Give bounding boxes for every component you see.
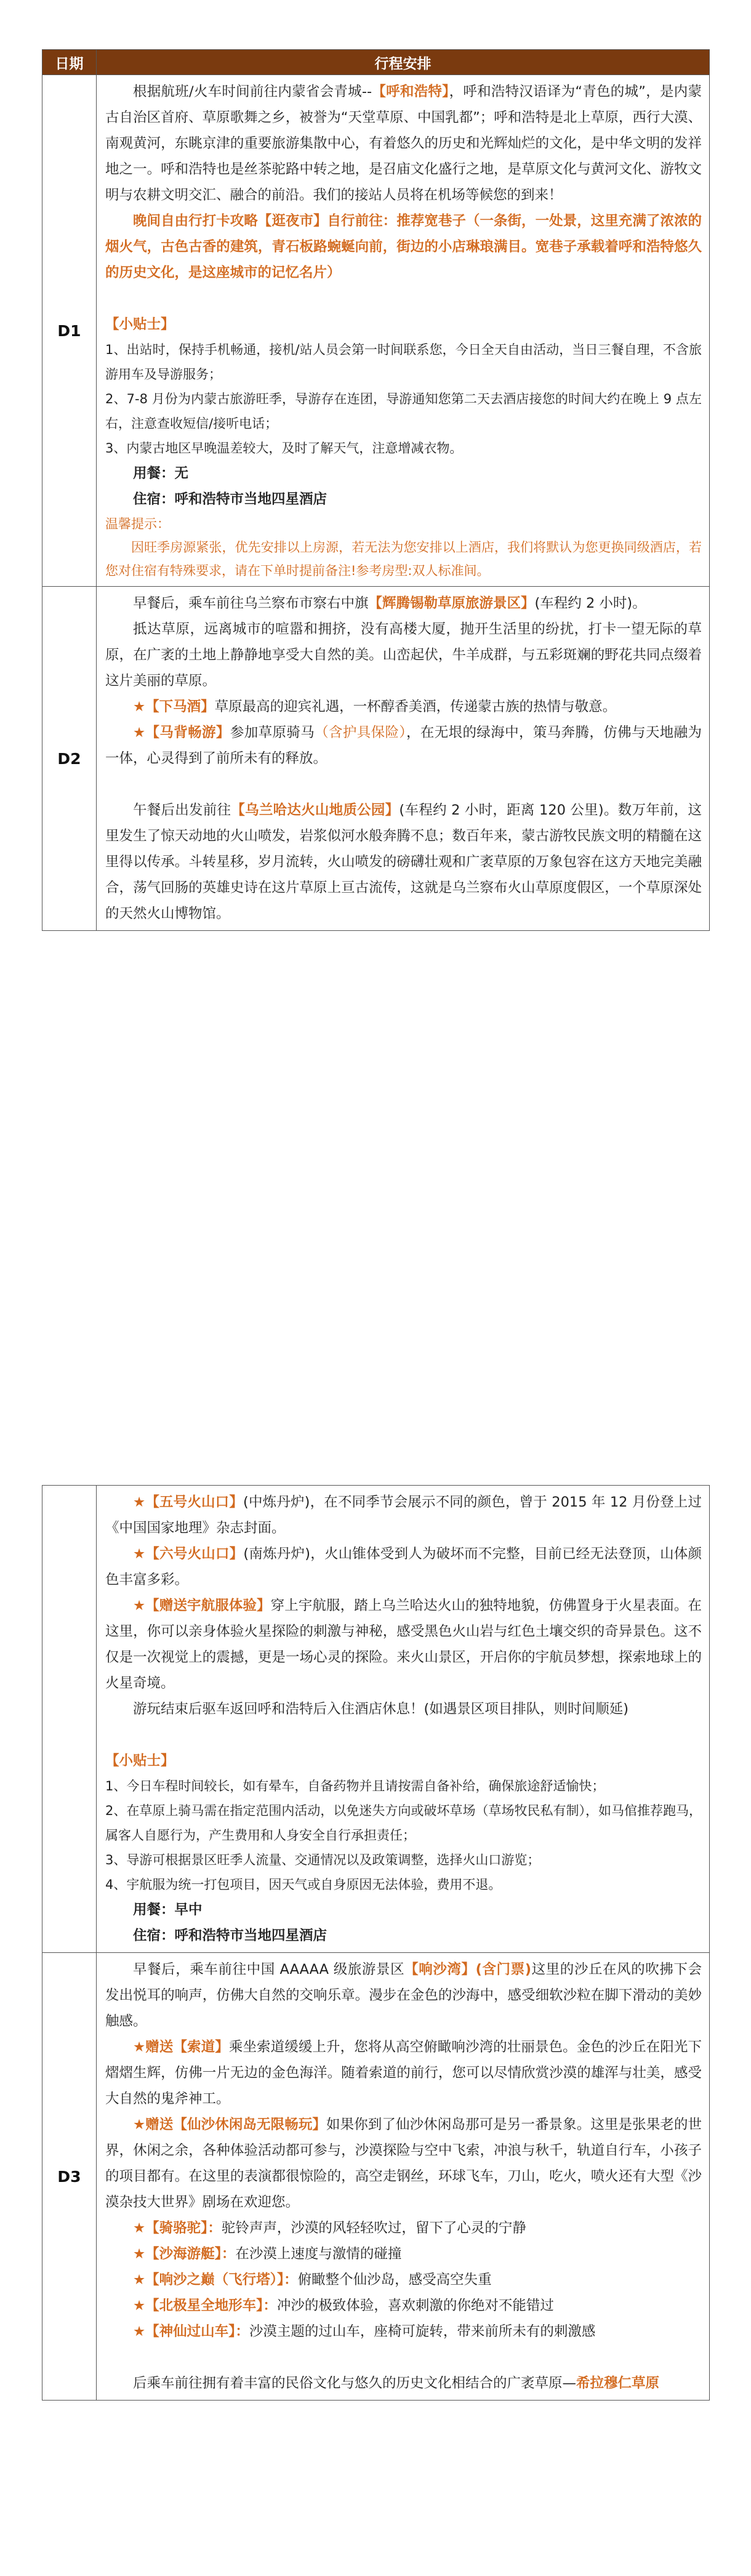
d2-meal: 用餐：早中	[133, 1902, 203, 1918]
d2-horse-riding-a: 参加草原骑马	[230, 725, 315, 741]
d2-hotel: 住宿：呼和浩特市当地四星酒店	[133, 1928, 327, 1944]
d2-horse-riding	[105, 720, 702, 771]
day-label-d2-cont	[42, 1486, 97, 1953]
d2-horse-riding-b: ，在无垠的绿海中，策马奔腾，仿佛与天地融为一体，心灵得到了前所未有的释放。	[105, 725, 702, 767]
d3-item-atv-title: ★【北极星全地形车】：	[133, 2298, 277, 2314]
d1-warm-title: 温馨提示：	[105, 517, 170, 531]
d3-item-coaster-text: 沙漠主题的过山车，座椅可旋转，带来前所未有的刺激感	[249, 2324, 596, 2340]
day-content-d2-part2	[97, 1486, 710, 1953]
d1-tip-2: 2、7-8 月份为内蒙古旅游旺季，导游存在连团，导游通知您第二天去酒店接您的时间大约在晚上 9 点左右，注意查收短信/接听电话；	[105, 392, 702, 431]
d1-intro-b: ，呼和浩特汉语译为“青色的城”，是内蒙古自治区首府、草原歌舞之乡，被誉为“天堂草原、中国乳都”；呼和浩特是北上草原，西行大漠、南观黄河，东眺京津的重要旅游集散中心，有着悠久的历史和光辉灿烂的文化，是中华文明的发祥地之一。呼和浩特也是丝茶驼路中转之地，是召庙文化盛行之地，是草原文化与黄河文化、游牧文明与农耕文明交汇、融合的前沿。我们的接站人员将在机场等候您的到来！	[105, 84, 702, 203]
day-content-d3	[97, 1953, 710, 2401]
d2-horse-riding-note: （含护具保险）	[315, 725, 406, 741]
day-content-d1	[97, 75, 710, 587]
d3-cableway	[105, 2034, 702, 2112]
d2-crater-5	[105, 1489, 702, 1541]
day-label-d2: D2	[42, 587, 97, 931]
d2-tip-2: 2、在草原上骑马需在指定范围内活动，以免迷失方向或破坏草场（草场牧民私有制），如马倌推荐跑马，属客人自愿行为，产生费用和人身安全自行承担责任；	[105, 1803, 702, 1843]
d2-volcano-b: (车程约 2 小时，距离 120 公里)。数万年前，这里发生了惊天动地的火山喷发，岩浆似河水般奔腾不息；数百年来，蒙古游牧民族文明的精髓在这里得以传承。斗转星移，岁月流转，火山喷发的磅礴壮观和广袤草原的万象包容在这方天地完美融合，荡气回肠的英雄史诗在这片草原上亘古流传，这就是乌兰察布火山草原度假区，一个草原深处的天然火山博物馆。	[105, 802, 702, 922]
d2-intro-b: (车程约 2 小时)。	[534, 595, 646, 611]
d3-item-tower-title: ★【响沙之巅（飞行塔）】：	[133, 2272, 298, 2288]
d2-welcome-wine-title: ★【下马酒】	[133, 699, 215, 715]
d2-tip-3: 3、导游可根据景区旺季人流量、交通情况以及政策调整，选择火山口游览；	[105, 1853, 540, 1867]
d3-cableway-title: ★赠送【索道】	[133, 2039, 229, 2055]
d2-volcano-highlight: 【乌兰哈达火山地质公园】	[231, 802, 400, 818]
itinerary-page-1	[42, 49, 709, 931]
d2-grassland-highlight: 【辉腾锡勒草原旅游景区】	[368, 595, 535, 611]
d3-island-title: ★赠送【仙沙休闲岛无限畅玩】	[133, 2117, 327, 2133]
d2-volcano-a: 午餐后出发前往	[133, 802, 231, 818]
d3-island	[105, 2112, 702, 2215]
d1-night-market: 晚间自由行打卡攻略【逛夜市】自行前往：推荐宽巷子（一条街，一处景，这里充满了浓浓的烟火气，古色古香的建筑，青石板路蜿蜒向前，街边的小店琳琅满目。宽巷子承载着呼和浩特悠久的历史文化，是这座城市的记忆名片）	[105, 213, 702, 281]
d2-crater-6	[105, 1541, 702, 1593]
d3-item-camel-title: ★【骑骆驼】：	[133, 2220, 222, 2236]
d3-item-tower-text: 俯瞰整个仙沙岛，感受高空失重	[297, 2272, 492, 2288]
day-content-d2-part1	[97, 587, 710, 931]
d2-spacesuit-text: 穿上宇航服，踏上乌兰哈达火山的独特地貌，仿佛置身于火星表面。在这里，你可以亲身体验火星探险的刺激与神秘，感受黑色火山岩与红色土壤交织的奇异景色。这不仅是一次视觉上的震撼，更是一场心灵的探险。来火山景区，开启你的宇航员梦想，探索地球上的火星奇境。	[105, 1598, 702, 1691]
d3-xiangshawan-highlight: 【响沙湾】(含门票)	[404, 1962, 531, 1978]
table-row-d2-cont	[42, 1486, 710, 1953]
d3-next-grassland: 希拉穆仁草原	[576, 2375, 660, 2391]
d1-intro-a: 根据航班/火车时间前往内蒙省会青城--	[133, 84, 372, 100]
d3-intro-b: 这里的沙丘在风的吹拂下会发出悦耳的响声，仿佛大自然的交响乐章。漫步在金色的沙海中，感受细软沙粒在脚下滑动的美妙触感。	[105, 1962, 702, 2029]
d3-intro	[105, 1957, 702, 2034]
d2-tips-title: 【小贴士】	[105, 1753, 175, 1769]
table-row-d2	[42, 587, 710, 931]
d1-tip-3: 3、内蒙古地区早晚温差较大，及时了解天气，注意增减衣物。	[105, 441, 463, 456]
d2-horse-riding-title: ★【马背畅游】	[133, 725, 230, 741]
d2-tip-4: 4、宇航服为统一打包项目，因天气或自身原因无法体验，费用不退。	[105, 1877, 502, 1892]
d3-item-tower	[105, 2267, 702, 2293]
d3-item-camel	[105, 2215, 702, 2241]
d2-crater-5-text: (中炼丹炉)，在不同季节会展示不同的颜色，曾于 2015 年 12 月份登上过《中国国家地理》杂志封面。	[105, 1494, 702, 1536]
d2-grassland-desc: 抵达草原，远离城市的喧嚣和拥挤，没有高楼大厦，抛开生活里的纷扰，打卡一望无际的草原，在广袤的土地上静静地享受大自然的美。山峦起伏，牛羊成群，与五彩斑斓的野花共同点缀着这片美丽的草原。	[105, 621, 702, 689]
d2-spacesuit	[105, 1593, 702, 1696]
itinerary-table	[42, 49, 710, 931]
d3-cableway-text: 乘坐索道缓缓上升，您将从高空俯瞰响沙湾的壮丽景色。金色的沙丘在阳光下熠熠生辉，仿佛一片无边的金色海洋。随着索道的前行，您可以尽情欣赏沙漠的雄浑与壮美，感受大自然的鬼斧神工。	[105, 2039, 702, 2107]
d2-return: 游玩结束后驱车返回呼和浩特后入住酒店休息！(如遇景区项目排队，则时间顺延)	[133, 1701, 629, 1717]
d3-item-coaster	[105, 2319, 702, 2345]
d1-warm-text: 因旺季房源紧张，优先安排以上房源，若无法为您安排以上酒店，我们将默认为您更换同级酒店，若您对住宿有特殊要求，请在下单时提前备注!参考房型:双人标准间。	[105, 540, 702, 578]
table-row-d1	[42, 75, 710, 587]
d2-intro	[105, 590, 702, 616]
d3-island-text: 如果你到了仙沙休闲岛那可是另一番景象。这里是张果老的世界，休闲之余，各种体验活动都可参与，沙漠探险与空中飞索，冲浪与秋千，轨道自行车，小孩子的项目都有。在这里的表演都很惊险的，高空走钢丝，环球飞车，刀山，吃火，喷火还有大型《沙漠杂技大世界》剧场在欢迎您。	[105, 2117, 702, 2210]
d3-item-yacht-title: ★【沙海游艇】：	[133, 2246, 236, 2262]
day-label-d3: D3	[42, 1953, 97, 2401]
d3-item-coaster-title: ★【神仙过山车】：	[133, 2324, 249, 2340]
d3-intro-a: 早餐后，乘车前往中国 AAAAA 级旅游景区	[133, 1962, 405, 1978]
table-row-d3	[42, 1953, 710, 2401]
itinerary-page-2	[42, 1485, 709, 2401]
d2-spacesuit-title: ★【赠送宇航服体验】	[133, 1598, 271, 1614]
d2-welcome-wine-text: 草原最高的迎宾礼遇，一杯醇香美酒，传递蒙古族的热情与敬意。	[214, 699, 617, 715]
d1-tips-title: 【小贴士】	[105, 316, 175, 332]
d2-crater-6-title: ★【六号火山口】	[133, 1546, 244, 1562]
header-plan: 行程安排	[97, 50, 710, 75]
d3-item-yacht	[105, 2241, 702, 2267]
day-label-d1: D1	[42, 75, 97, 587]
header-day: 日期	[42, 50, 97, 75]
d3-next-a: 后乘车前往拥有着丰富的民俗文化与悠久的历史文化相结合的广袤草原—	[133, 2375, 577, 2391]
d3-item-atv-text: 冲沙的极致体验，喜欢刺激的你绝对不能错过	[276, 2298, 554, 2314]
d2-welcome-wine	[105, 694, 702, 720]
d1-tip-1: 1、出站时，保持手机畅通，接机/站人员会第一时间联系您，今日全天自由活动，当日三餐自理，不含旅游用车及导游服务；	[105, 342, 702, 382]
d2-tip-1: 1、今日车程时间较长，如有晕车，自备药物并且请按需自备补给，确保旅途舒适愉快；	[105, 1779, 605, 1793]
d3-item-camel-text: 驼铃声声，沙漠的风轻轻吹过，留下了心灵的宁静	[221, 2220, 526, 2236]
d1-meal: 用餐：无	[133, 465, 189, 481]
d3-item-yacht-text: 在沙漠上速度与激情的碰撞	[235, 2246, 402, 2262]
d2-crater-6-text: (南炼丹炉)，火山锥体受到人为破坏而不完整，目前已经无法登顶，山体颜色丰富多彩。	[105, 1546, 702, 1588]
d3-item-atv	[105, 2293, 702, 2319]
itinerary-table-continued	[42, 1485, 710, 2401]
d3-next	[105, 2370, 702, 2396]
d2-crater-5-title: ★【五号火山口】	[133, 1494, 244, 1510]
d1-hotel: 住宿：呼和浩特市当地四星酒店	[133, 491, 327, 507]
table-header-row	[42, 50, 710, 75]
d2-volcano-park	[105, 797, 702, 927]
d2-intro-a: 早餐后，乘车前往乌兰察布市察右中旗	[133, 595, 369, 611]
d1-city-highlight: 【呼和浩特】	[372, 84, 449, 100]
d1-intro	[105, 79, 702, 208]
